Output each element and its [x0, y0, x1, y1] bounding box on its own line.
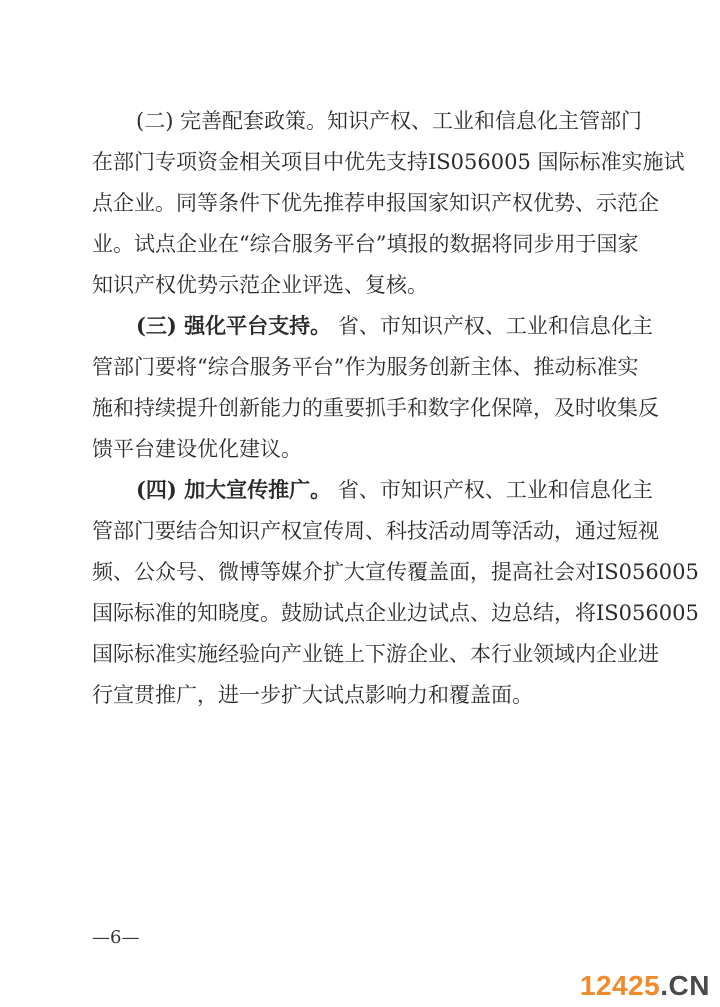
paragraph-line: 管部门要将“综合服务平台”作为服务创新主体、推动标准实	[92, 355, 639, 379]
site-watermark	[580, 969, 710, 1003]
paragraph-line: 国际标准实施经验向产业链上下游企业、本行业领域内企业进	[92, 642, 659, 666]
watermark-number: 12425	[579, 970, 661, 1001]
watermark-domain: .CN	[660, 970, 710, 1001]
paragraph-line: 频、公众号、微博等媒介扩大宣传覆盖面，提高社会对IS056005	[92, 560, 699, 584]
section-first-line-text: 省、市知识产权、工业和信息化主	[337, 314, 653, 338]
paragraph-line: 行宣贯推广，进一步扩大试点影响力和覆盖面。	[92, 683, 533, 707]
section-first-line-text: 省、市知识产权、工业和信息化主	[337, 478, 653, 502]
section-first-line	[136, 472, 653, 508]
paragraph-line: 施和持续提升创新能力的重要抓手和数字化保障，及时收集反	[92, 396, 659, 420]
paragraph-line: 知识产权优势示范企业评选、复核。	[92, 273, 428, 297]
paragraph-line: (二) 完善配套政策。知识产权、工业和信息化主管部门	[136, 109, 643, 133]
paragraph-line: 在部门专项资金相关项目中优先支持IS056005 国际标准实施试	[92, 150, 685, 174]
paragraph-line: 国际标准的知晓度。鼓励试点企业边试点、边总结，将IS056005	[92, 601, 699, 625]
paragraph-line: 管部门要结合知识产权宣传周、科技活动周等活动，通过短视	[92, 519, 659, 543]
page-number: —6—	[92, 927, 140, 948]
paragraph-line: 业。试点企业在“综合服务平台”填报的数据将同步用于国家	[92, 232, 639, 256]
section-heading: (四) 加大宣传推广。	[136, 477, 332, 502]
section-heading: (三) 强化平台支持。	[136, 313, 332, 338]
section-first-line	[136, 308, 653, 344]
paragraph-line: 馈平台建设优化建议。	[92, 437, 302, 461]
paragraph-line: 点企业。同等条件下优先推荐申报国家知识产权优势、示范企	[92, 191, 659, 215]
